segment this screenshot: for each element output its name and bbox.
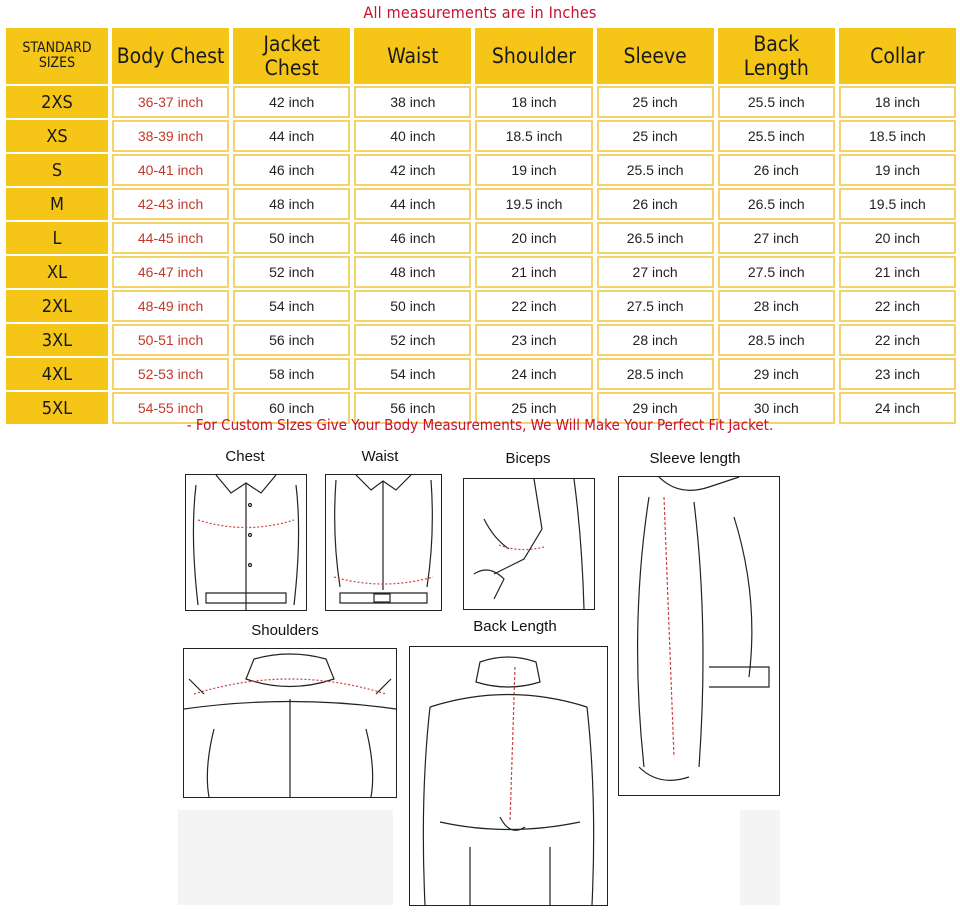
back-length-illustration — [409, 646, 608, 906]
jacket-chest-cell: 42 inch — [233, 86, 350, 118]
size-row — [6, 222, 956, 254]
size-cell: 2XL — [6, 290, 108, 322]
header-shoulder: Shoulder — [475, 28, 592, 84]
faint-background-box — [740, 810, 780, 905]
body-chest-cell: 48-49 inch — [112, 290, 229, 322]
biceps-illustration — [463, 478, 595, 610]
size-cell: L — [6, 222, 108, 254]
size-cell: S — [6, 154, 108, 186]
sleeve-cell: 25.5 inch — [597, 154, 714, 186]
jacket-chest-cell: 58 inch — [233, 358, 350, 390]
measurement-unit-note: All measurements are in Inches — [363, 3, 597, 22]
shoulder-cell: 19 inch — [475, 154, 592, 186]
shoulder-cell: 20 inch — [475, 222, 592, 254]
jacket-chest-cell: 46 inch — [233, 154, 350, 186]
size-cell: XL — [6, 256, 108, 288]
shoulder-cell: 25 inch — [475, 392, 592, 424]
sleeve-cell: 27 inch — [597, 256, 714, 288]
back-length-cell: 26 inch — [718, 154, 835, 186]
back-length-cell: 27 inch — [718, 222, 835, 254]
body-chest-cell: 46-47 inch — [112, 256, 229, 288]
back-length-cell: 29 inch — [718, 358, 835, 390]
waist-cell: 54 inch — [354, 358, 471, 390]
back-length-cell: 25.5 inch — [718, 86, 835, 118]
sleeve-cell: 28 inch — [597, 324, 714, 356]
sleeve-cell: 29 inch — [597, 392, 714, 424]
sleeve-cell: 27.5 inch — [597, 290, 714, 322]
size-row — [6, 290, 956, 322]
back-length-cell: 27.5 inch — [718, 256, 835, 288]
size-row — [6, 86, 956, 118]
collar-cell: 20 inch — [839, 222, 956, 254]
shoulders-illustration — [183, 648, 397, 798]
jacket-chest-cell: 50 inch — [233, 222, 350, 254]
collar-cell: 22 inch — [839, 290, 956, 322]
sleeve-cell: 28.5 inch — [597, 358, 714, 390]
back-length-cell: 25.5 inch — [718, 120, 835, 152]
body-chest-cell: 44-45 inch — [112, 222, 229, 254]
collar-cell: 21 inch — [839, 256, 956, 288]
header-collar: Collar — [839, 28, 956, 84]
collar-cell: 18.5 inch — [839, 120, 956, 152]
jacket-chest-cell: 52 inch — [233, 256, 350, 288]
header-sleeve: Sleeve — [597, 28, 714, 84]
back-length-cell: 26.5 inch — [718, 188, 835, 220]
header-back-length: Back Length — [718, 28, 835, 84]
shoulder-cell: 22 inch — [475, 290, 592, 322]
sleeve-cell: 25 inch — [597, 86, 714, 118]
waist-cell: 40 inch — [354, 120, 471, 152]
body-chest-cell: 42-43 inch — [112, 188, 229, 220]
body-chest-cell: 36-37 inch — [112, 86, 229, 118]
header-waist: Waist — [354, 28, 471, 84]
waist-label: Waist — [361, 448, 399, 465]
sleeve-cell: 26.5 inch — [597, 222, 714, 254]
size-chart-header-row — [6, 28, 956, 84]
back-length-cell: 28.5 inch — [718, 324, 835, 356]
shoulder-cell: 23 inch — [475, 324, 592, 356]
body-chest-cell: 40-41 inch — [112, 154, 229, 186]
jacket-chest-cell: 54 inch — [233, 290, 350, 322]
waist-cell: 42 inch — [354, 154, 471, 186]
sleeve-cell: 26 inch — [597, 188, 714, 220]
size-cell: XS — [6, 120, 108, 152]
size-cell: 5XL — [6, 392, 108, 424]
shoulder-cell: 18.5 inch — [475, 120, 592, 152]
custom-size-note: - For Custom SIzes Give Your Body Measurements, We Will Make Your Perfect Fit Jacket. — [186, 416, 774, 434]
jacket-chest-cell: 56 inch — [233, 324, 350, 356]
shoulders-label: Shoulders — [251, 622, 319, 639]
back-length-cell: 28 inch — [718, 290, 835, 322]
sleeve-length-label: Sleeve length — [649, 450, 741, 467]
faint-background-box — [178, 810, 393, 905]
collar-cell: 19.5 inch — [839, 188, 956, 220]
chest-illustration — [185, 474, 307, 611]
size-row — [6, 120, 956, 152]
body-chest-cell: 50-51 inch — [112, 324, 229, 356]
header-body-chest: Body Chest — [112, 28, 229, 84]
waist-cell: 50 inch — [354, 290, 471, 322]
biceps-label: Biceps — [505, 450, 551, 467]
header-jacket-chest: Jacket Chest — [233, 28, 350, 84]
size-row — [6, 154, 956, 186]
waist-cell: 56 inch — [354, 392, 471, 424]
back-length-cell: 30 inch — [718, 392, 835, 424]
collar-cell: 23 inch — [839, 358, 956, 390]
sleeve-length-illustration — [618, 476, 780, 796]
size-chart-table — [2, 26, 960, 426]
collar-cell: 24 inch — [839, 392, 956, 424]
chest-label: Chest — [225, 448, 265, 465]
size-row — [6, 358, 956, 390]
size-row — [6, 188, 956, 220]
size-cell: 2XS — [6, 86, 108, 118]
shoulder-cell: 24 inch — [475, 358, 592, 390]
waist-cell: 38 inch — [354, 86, 471, 118]
waist-cell: 48 inch — [354, 256, 471, 288]
back-length-label: Back Length — [473, 618, 557, 635]
jacket-chest-cell: 48 inch — [233, 188, 350, 220]
size-cell: M — [6, 188, 108, 220]
jacket-chest-cell: 60 inch — [233, 392, 350, 424]
size-cell: 4XL — [6, 358, 108, 390]
shoulder-cell: 18 inch — [475, 86, 592, 118]
collar-cell: 22 inch — [839, 324, 956, 356]
collar-cell: 19 inch — [839, 154, 956, 186]
body-chest-cell: 52-53 inch — [112, 358, 229, 390]
shoulder-cell: 19.5 inch — [475, 188, 592, 220]
collar-cell: 18 inch — [839, 86, 956, 118]
waist-cell: 52 inch — [354, 324, 471, 356]
size-row — [6, 256, 956, 288]
header-standard-sizes-label: STANDARD SIZES — [22, 40, 92, 71]
jacket-chest-cell: 44 inch — [233, 120, 350, 152]
sleeve-cell: 25 inch — [597, 120, 714, 152]
waist-cell: 46 inch — [354, 222, 471, 254]
waist-illustration — [325, 474, 442, 611]
waist-cell: 44 inch — [354, 188, 471, 220]
size-cell: 3XL — [6, 324, 108, 356]
shoulder-cell: 21 inch — [475, 256, 592, 288]
body-chest-cell: 38-39 inch — [112, 120, 229, 152]
header-standard-sizes — [6, 28, 108, 84]
body-chest-cell: 54-55 inch — [112, 392, 229, 424]
size-row — [6, 324, 956, 356]
